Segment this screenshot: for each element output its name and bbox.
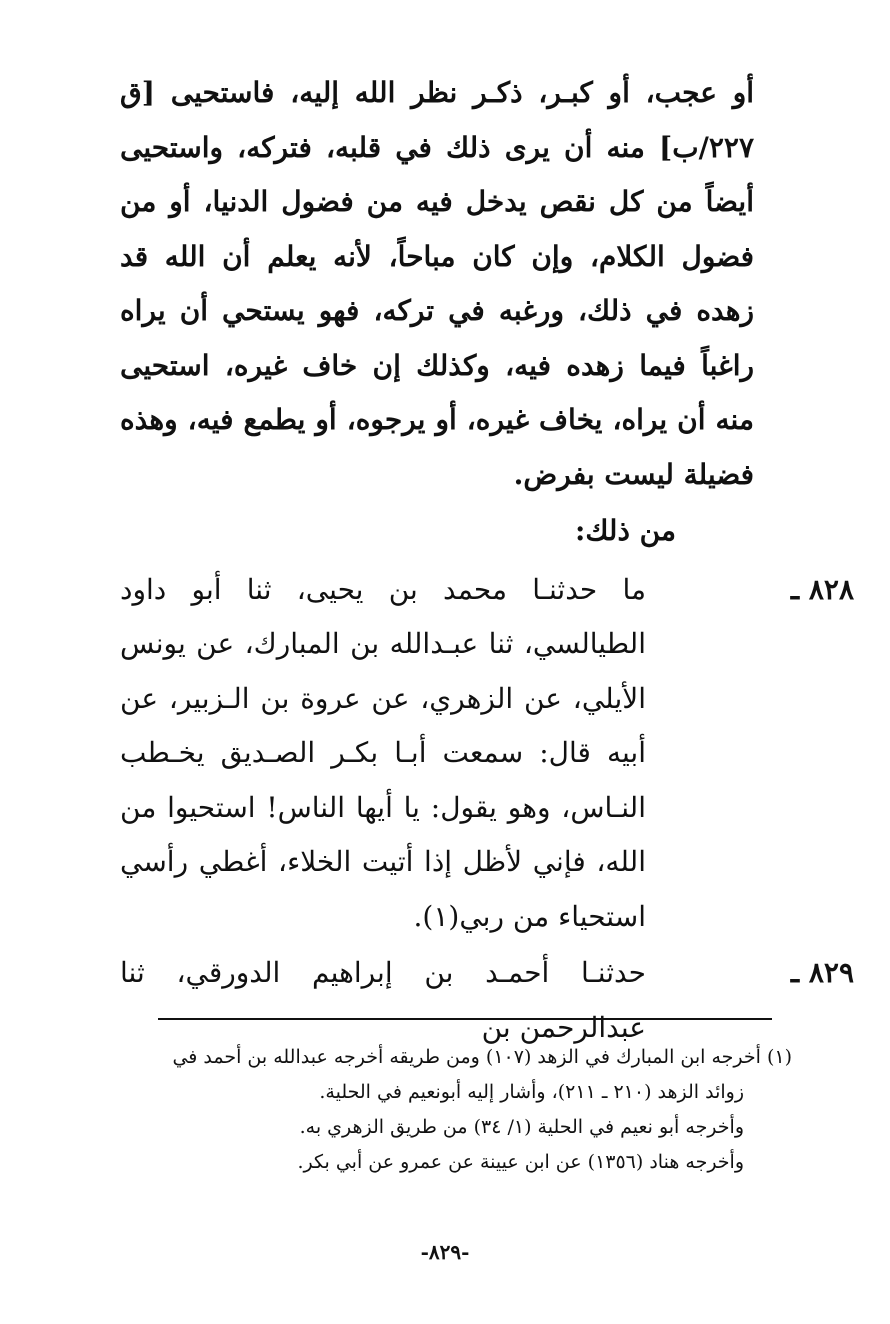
footnote-divider xyxy=(158,1018,772,1020)
hadith-number: ٨٢٩ ـ xyxy=(790,956,854,989)
hadith-number: ٨٢٨ ـ xyxy=(790,572,854,606)
hadith-829 xyxy=(120,946,854,1055)
footnotes xyxy=(118,1040,792,1180)
footnote-line: وأخرجه أبو نعيم في الحلية (١/ ٣٤) من طريق الزهري به. xyxy=(299,1116,744,1138)
hadith-text: ما حدثنـا محمد بن يحيى، ثنا أبو داود الطيالسي، ثنا عبـدالله بن المبارك، عن يونس الأيلي، عن الزهري، عن عروة بن الـزبير، عن أبيه قال: سمعت أبـا بكـر الصـديق يخـطب النـاس، وهو يقول: يا أيها الناس! استحيوا من الله، فإني لأظل إذا أتيت الخلاء، أغطي رأسي استحياء من ربي(١). xyxy=(120,572,646,933)
main-text xyxy=(120,66,854,1055)
hadith-828 xyxy=(120,563,854,945)
footnote-line: زوائد الزهد (٢١٠ ـ ٢١١)، وأشار إليه أبونعيم في الحلية. xyxy=(319,1081,744,1103)
hadith-text: حدثنـا أحمـد بن إبراهيم الدورقي، ثنا عبدالرحمن بن xyxy=(120,956,646,1044)
footnote-line: وأخرجه هناد (١٣٥٦) عن ابن عيينة عن عمرو عن أبي بكر. xyxy=(297,1151,744,1173)
page-number: -٨٢٩- xyxy=(420,1240,470,1264)
intro-line: من ذلك: xyxy=(575,514,676,547)
opening-paragraph: أو عجب، أو كبـر، ذكـر نظر الله إليه، فاستحيى [ق ٢٢٧/ب] منه أن يرى ذلك في قلبه، فتركه، واستحيى أيضاً من كل نقص يدخل فيه من فضول الدنيا، أو من فضول الكلام، وإن كان مباحاً، لأنه يعلم أن الله قد زهده في ذلك، ورغبه في تركه، فهو يستحي أن يراه راغباً فيما زهده فيه، وكذلك إن خاف غيره، استحيى منه أن يراه، يخاف غيره، أو يرجوه، أو يطمع فيه، وهذه فضيلة ليست بفرض. xyxy=(120,76,754,491)
footnote-line: (١) أخرجه ابن المبارك في الزهد (١٠٧) ومن طريقه أخرجه عبدالله بن أحمد في xyxy=(172,1046,792,1068)
